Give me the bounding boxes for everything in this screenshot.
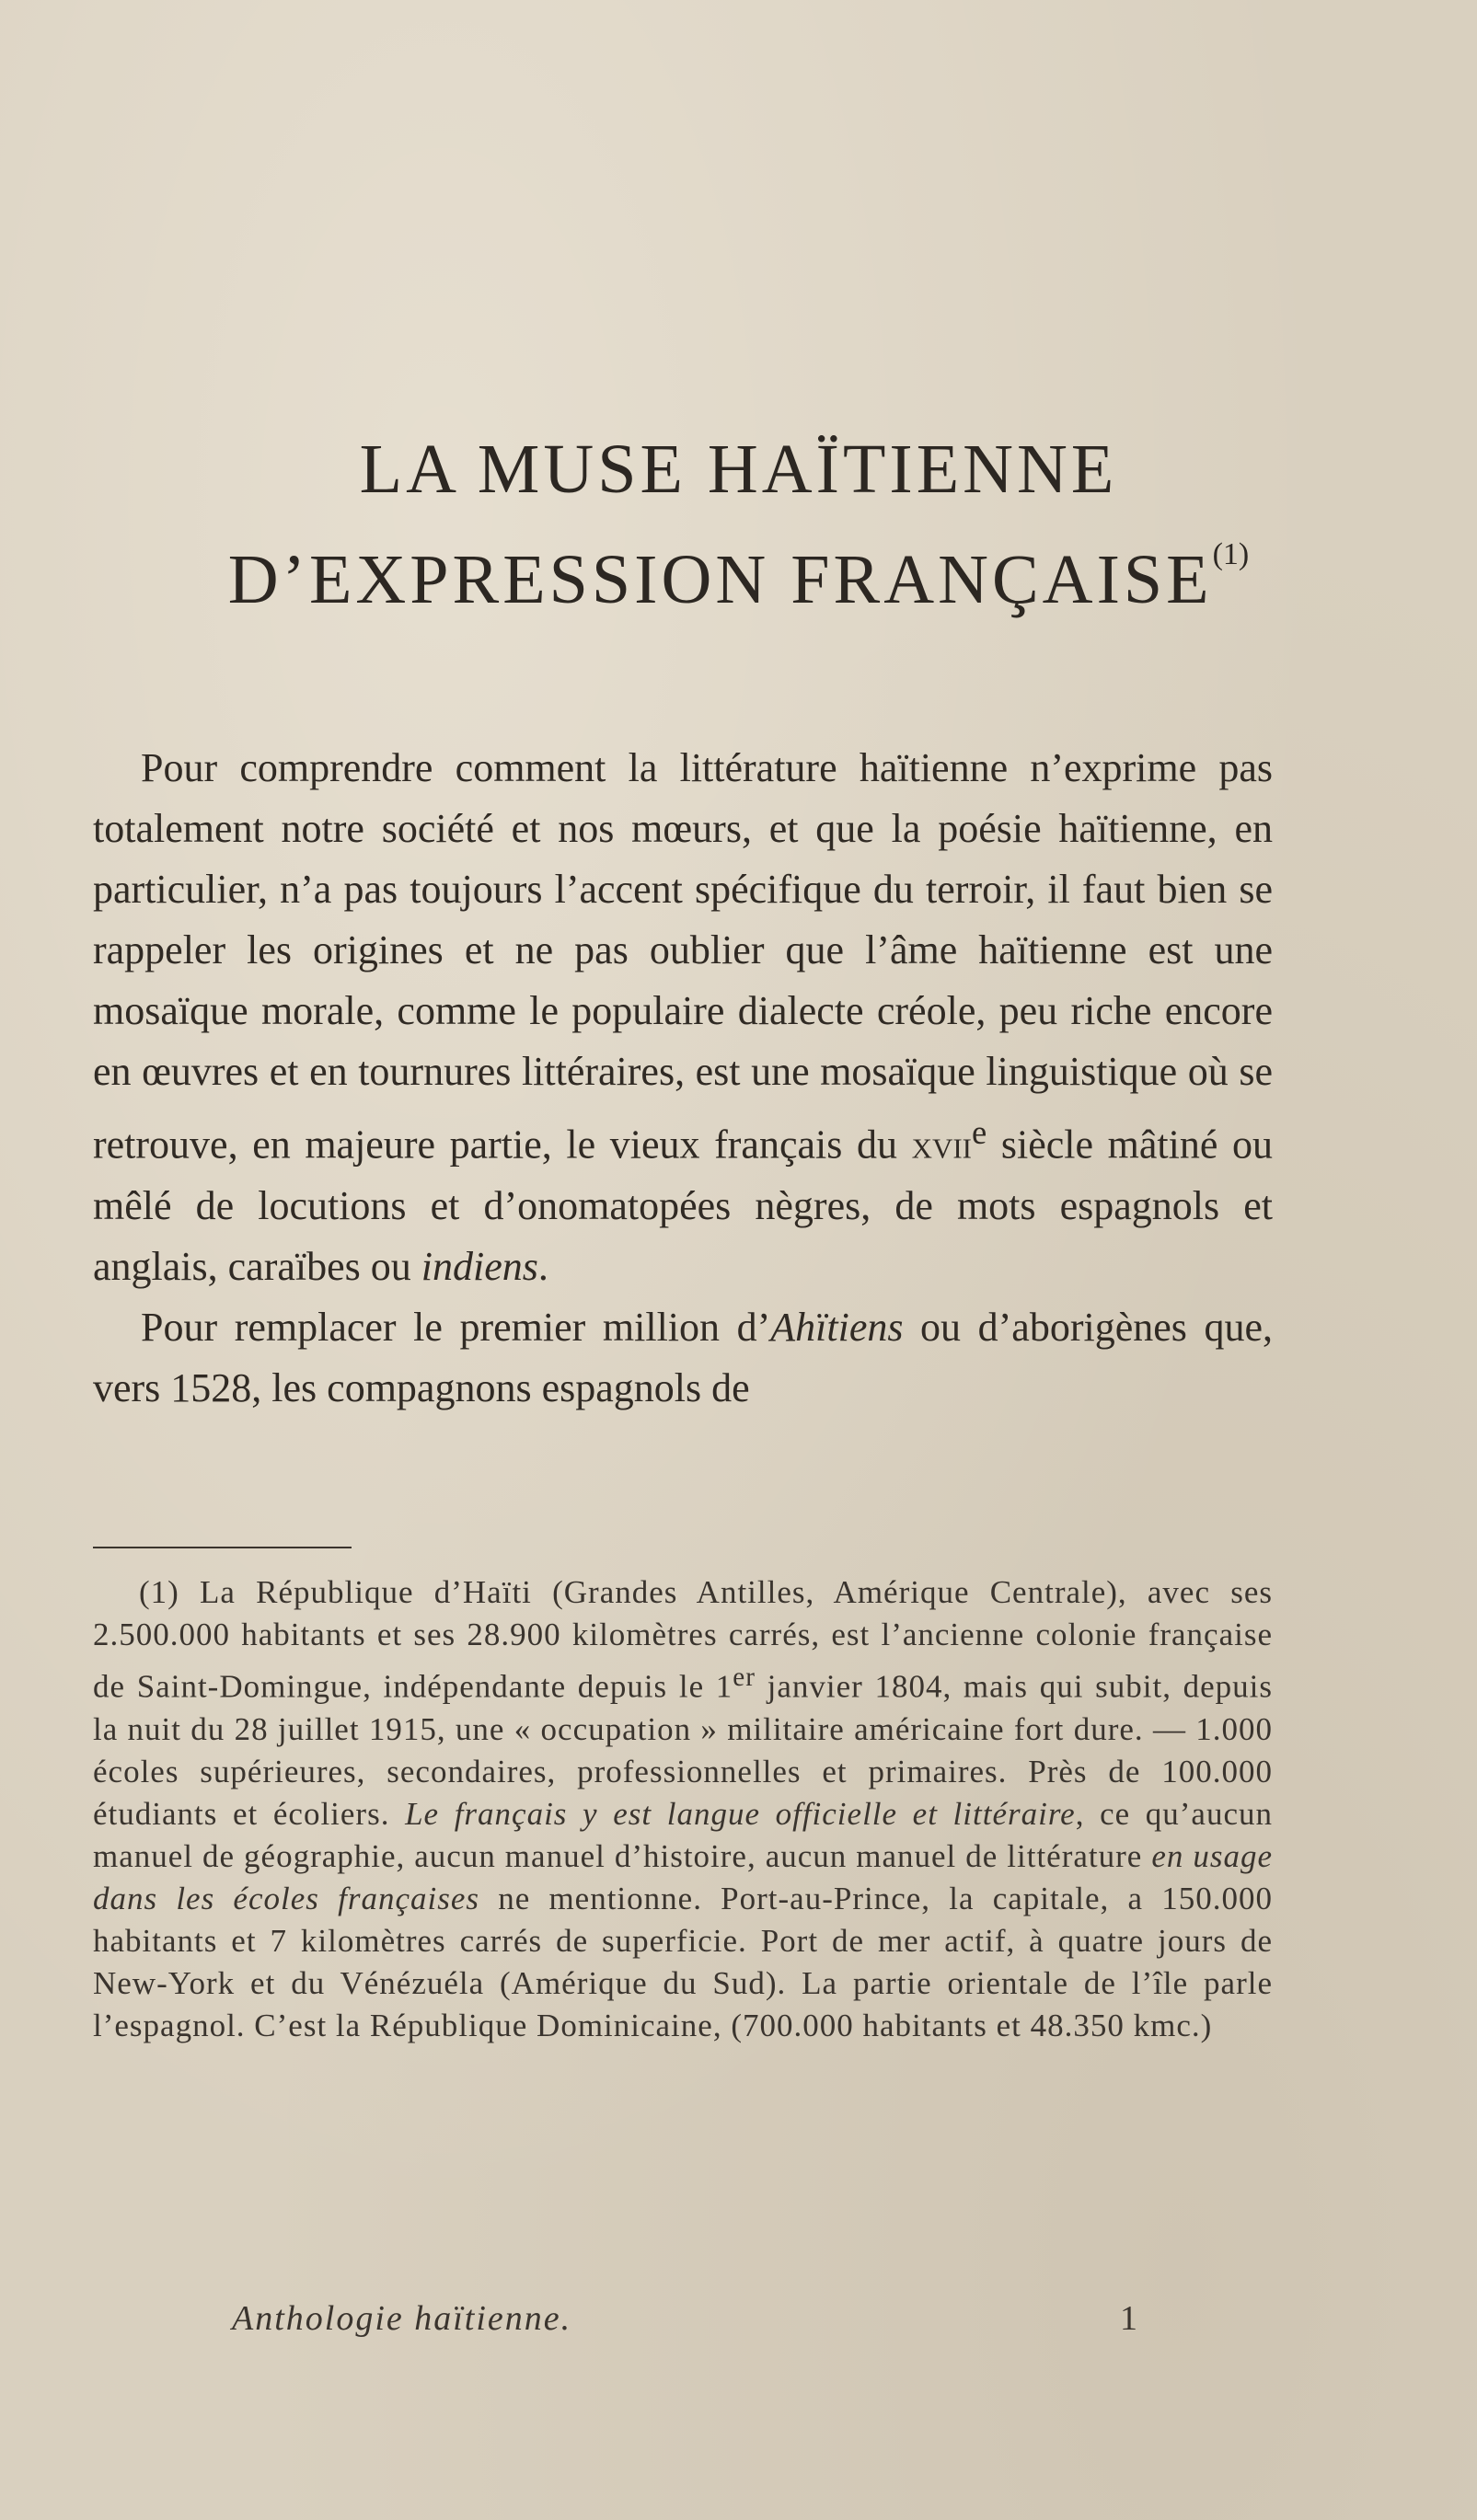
- paragraph-1-text-b: siècle mâtiné ou mêlé de locutions et d’onomatopées nègres, de mots espagnols et anglais, caraïbes ou: [93, 1122, 1273, 1289]
- footnote-text-4: ne mentionne. Port-au-Prince, la capitale, a 150.000 habitants et 7 kilomètres carrés de superficie. Port de mer actif, à quatre jours de New-York et du Vénézuéla (Amérique du Sud). La partie orientale de l’île parle l’espagnol. C’est la République Dominicaine, (700.000 habitants et 48.350 kmc.): [93, 1880, 1273, 2043]
- century-superscript: e: [972, 1113, 987, 1151]
- footnote-italic-2: en usage dans les écoles françaises: [93, 1837, 1273, 1916]
- footnote-paragraph: [93, 1571, 1273, 2047]
- footnote-superscript: er: [733, 1663, 756, 1692]
- footnote-separator: [93, 1547, 352, 1548]
- footnote-marker: (1): [139, 1574, 179, 1610]
- paragraph-1-end: .: [537, 1243, 548, 1289]
- paragraph-1: [93, 738, 1273, 1297]
- title-line-2-text: D’EXPRESSION FRANÇAISE: [227, 541, 1213, 618]
- paragraph-2-italic: Ahïtiens: [770, 1304, 904, 1350]
- running-footer-title: Anthologie haïtienne.: [232, 2299, 572, 2338]
- title-line-1: LA MUSE HAÏTIENNE: [359, 431, 1118, 508]
- page-number: 1: [1120, 2299, 1137, 2338]
- paragraph-2: [93, 1297, 1273, 1419]
- paragraph-2-text-b: ou d’aborigènes que, vers 1528, les compagnons espagnols de: [93, 1304, 1273, 1410]
- century-numeral: xvii: [911, 1122, 972, 1168]
- footnote-text-1: La République d’Haïti (Grandes Antilles, Amérique Centrale), avec ses 2.500.000 habitants et ses 28.900 kilomètres carrés, est l’ancienne colonie française de Saint-Domingue, indépendante depuis le 1: [93, 1574, 1273, 1705]
- paragraph-1-text-a: Pour comprendre comment la littérature haïtienne n’exprime pas totalement notre société et nos mœurs, et que la poésie haïtienne, en particulier, n’a pas toujours l’accent spécifique du terroir, il faut bien se rappeler les origines et ne pas oublier que l’âme haïtienne est une mosaïque morale, comme le populaire dialecte créole, peu riche encore en œuvres et en tournures littéraires, est une mosaïque linguistique où se retrouve, en majeure partie, le vieux français du: [93, 745, 1273, 1168]
- footnote-text-3: , ce qu’aucun manuel de géographie, aucun manuel d’histoire, aucun manuel de littérature: [93, 1795, 1273, 1874]
- title-footnote-marker: (1): [1212, 537, 1250, 571]
- paragraph-1-italic: indiens: [421, 1243, 538, 1289]
- footnote-text-2: janvier 1804, mais qui subit, depuis la nuit du 28 juillet 1915, une « occupation » militaire américaine fort dure. — 1.000 écoles supérieures, secondaires, professionnelles et primaires. Près de 100.000 étudiants et écoliers.: [93, 1668, 1274, 1832]
- title-line-2: [92, 537, 1385, 618]
- footnote: [93, 1571, 1273, 2047]
- paragraph-2-text-a: Pour remplacer le premier million d’: [141, 1304, 771, 1350]
- footnote-italic-1: Le français y est langue officielle et littéraire: [405, 1795, 1076, 1832]
- body-text: [93, 738, 1273, 1419]
